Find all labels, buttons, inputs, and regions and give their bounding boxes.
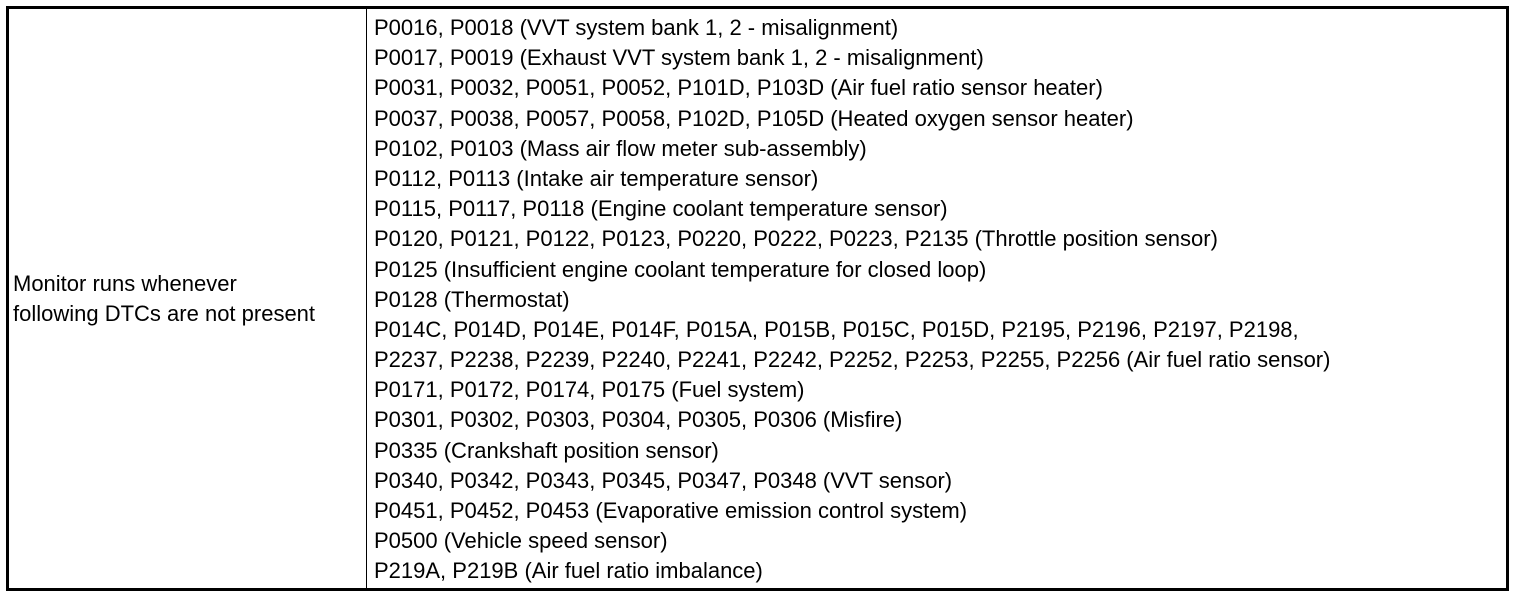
dtc-line: P0340, P0342, P0343, P0345, P0347, P0348 (VVT sensor) (374, 467, 953, 493)
dtc-line: P0115, P0117, P0118 (Engine coolant temperature sensor) (374, 196, 948, 222)
dtc-line: P219A, P219B (Air fuel ratio imbalance) (374, 558, 763, 584)
dtc-line: P014C, P014D, P014E, P014F, P015A, P015B, P015C, P015D, P2195, P2196, P2197, P2198, (374, 316, 1299, 342)
dtc-line: P0031, P0032, P0051, P0052, P101D, P103D (Air fuel ratio sensor heater) (374, 75, 1103, 101)
dtc-line: P0335 (Crankshaft position sensor) (374, 437, 719, 463)
dtc-line: P0500 (Vehicle speed sensor) (374, 528, 668, 554)
dtc-line: P0128 (Thermostat) (374, 286, 570, 312)
dtc-line: P0171, P0172, P0174, P0175 (Fuel system) (374, 377, 805, 403)
dtc-line: P0125 (Insufficient engine coolant temperature for closed loop) (374, 256, 987, 282)
condition-line-2: following DTCs are not present (13, 300, 316, 326)
dtc-line: P0102, P0103 (Mass air flow meter sub-assembly) (374, 135, 867, 161)
dtc-line: P0016, P0018 (VVT system bank 1, 2 - misalignment) (374, 15, 899, 40)
dtc-line: P0037, P0038, P0057, P0058, P102D, P105D (Heated oxygen sensor heater) (374, 105, 1134, 131)
dtc-line: P0120, P0121, P0122, P0123, P0220, P0222, P0223, P2135 (Throttle position sensor) (374, 226, 1218, 252)
dtc-table (6, 6, 1509, 591)
condition-cell (9, 9, 367, 588)
dtc-line: P0112, P0113 (Intake air temperature sensor) (374, 165, 819, 191)
condition-line-1: Monitor runs whenever (13, 270, 237, 296)
dtc-line: P0301, P0302, P0303, P0304, P0305, P0306 (Misfire) (374, 407, 903, 433)
dtc-list-cell (367, 9, 1506, 588)
dtc-line: P0017, P0019 (Exhaust VVT system bank 1, 2 - misalignment) (374, 45, 984, 71)
dtc-line: P2237, P2238, P2239, P2240, P2241, P2242, P2252, P2253, P2255, P2256 (Air fuel ratio sensor) (374, 347, 1331, 373)
dtc-line: P0451, P0452, P0453 (Evaporative emission control system) (374, 498, 968, 523)
